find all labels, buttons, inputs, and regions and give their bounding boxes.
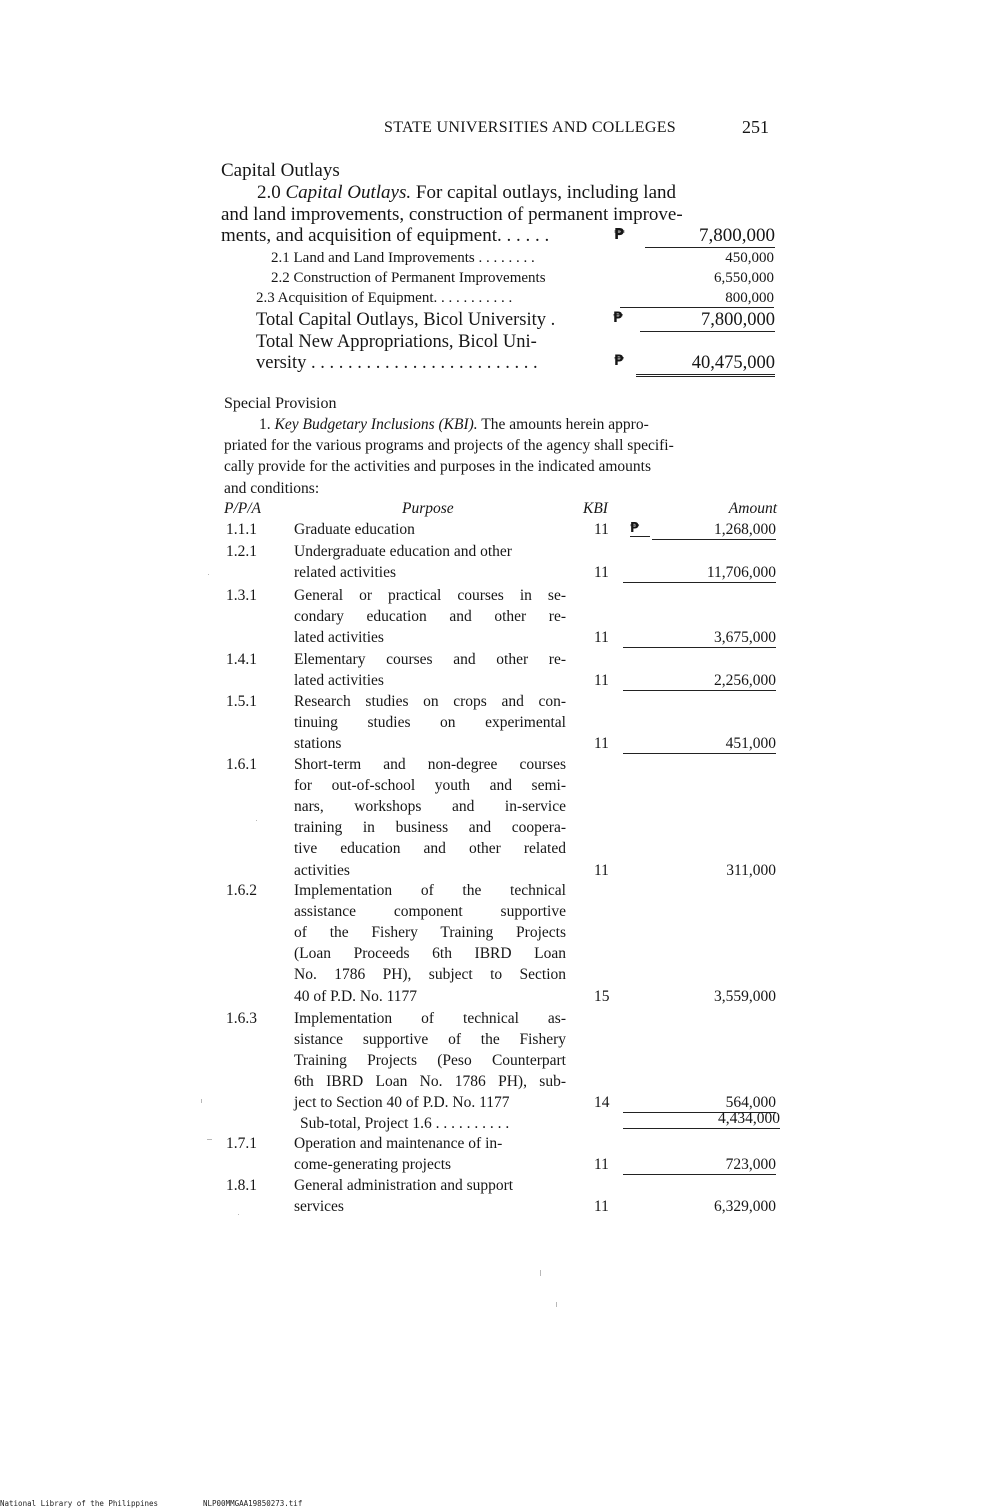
kbi-code: 11 [594, 1156, 609, 1174]
purpose-line: of the Fishery Training Projects [294, 924, 566, 942]
column-header-purpose: Purpose [402, 500, 454, 517]
amount-value: 451,000 [623, 735, 776, 754]
running-title: STATE UNIVERSITIES AND COLLEGES [384, 119, 677, 136]
column-header-ppa: P/P/A [224, 500, 262, 517]
purpose-line: 6th IBRD Loan No. 1786 PH), sub- [294, 1073, 566, 1091]
breakdown-label: 2.1 Land and Land Improvements . . . . . . . . [271, 250, 535, 266]
intro-rest: For capital outlays, including land [415, 182, 677, 203]
kbi-code: 11 [594, 521, 609, 538]
purpose-line: General administration and support [294, 1177, 514, 1194]
para-title: Key Budgetary Inclusions (KBI). [274, 416, 478, 433]
ppa-code: 1.4.1 [226, 651, 257, 668]
special-provision-para-line: cally provide for the activities and purposes in the indicated amounts [224, 458, 651, 475]
column-header-kbi: KBI [583, 500, 608, 517]
amount-value: 311,000 [726, 861, 776, 879]
purpose-line: services [294, 1198, 344, 1216]
total-capital-outlays-label: Total Capital Outlays, Bicol University . [256, 310, 556, 330]
capital-outlays-intro-line1 [257, 182, 676, 204]
breakdown-amount: 6,550,000 [714, 270, 774, 286]
ppa-code: 1.6.2 [226, 882, 257, 899]
column-header-amount: Amount [728, 500, 777, 517]
scan-speck [201, 1099, 202, 1103]
purpose-line: assistance component supportive [294, 903, 566, 921]
purpose-line: stations [294, 735, 342, 753]
amount-value: 11,706,000 [623, 564, 776, 583]
purpose-line: lated activities [294, 629, 384, 647]
total-new-appropriations-label: Total New Appropriations, Bicol Uni- [256, 332, 537, 352]
ppa-code: 1.1.1 [226, 521, 257, 538]
ppa-code: 1.5.1 [226, 693, 257, 710]
amount-value: 564,000 [623, 1094, 776, 1113]
page-number: 251 [742, 117, 769, 137]
scan-speck [208, 574, 209, 575]
purpose-line: No. 1786 PH), subject to Section [294, 966, 566, 984]
purpose-line: training in business and coopera- [294, 819, 566, 837]
ppa-code: 1.8.1 [226, 1177, 257, 1194]
capital-outlays-intro-line2: and land improvements, construction of permanent improve- [221, 204, 683, 225]
ppa-code: 1.3.1 [226, 587, 257, 604]
purpose-line: lated activities [294, 672, 384, 690]
ppa-code: 1.2.1 [226, 543, 257, 560]
breakdown-amount: 450,000 [725, 250, 774, 266]
kbi-code: 15 [594, 987, 610, 1005]
scan-speck [256, 820, 257, 821]
kbi-code: 11 [594, 564, 609, 582]
capital-outlays-amount: 7,800,000 [645, 225, 775, 248]
amount-value: 1,268,000 [652, 521, 776, 540]
purpose-line: tive education and other related [294, 840, 566, 858]
kbi-code: 11 [594, 861, 609, 879]
amount-value: 3,675,000 [623, 629, 776, 648]
ppa-code: 1.6.3 [226, 1010, 257, 1027]
subtotal-label: Sub-total, Project 1.6 . . . . . . . . . . [300, 1115, 510, 1132]
special-provision-heading: Special Provision [224, 395, 337, 412]
purpose-line: Implementation of the technical [294, 882, 566, 899]
item-title: Capital Outlays. [285, 182, 412, 203]
breakdown-amount: 800,000 [620, 290, 774, 308]
kbi-code: 11 [594, 735, 609, 753]
kbi-code: 11 [594, 1198, 609, 1216]
purpose-line: (Loan Proceeds 6th IBRD Loan [294, 945, 566, 963]
peso-sign: ₱ [630, 521, 650, 537]
purpose-line: General or practical courses in se- [294, 587, 566, 604]
total-capital-outlays-amount: 7,800,000 [640, 310, 775, 332]
purpose-line: sistance supportive of the Fishery [294, 1031, 566, 1049]
purpose-line: Elementary courses and other re- [294, 651, 566, 668]
amount-value: 2,256,000 [623, 672, 776, 691]
kbi-code: 14 [594, 1094, 610, 1112]
scan-speck [556, 1302, 557, 1307]
purpose-line: ject to Section 40 of P.D. No. 1177 [294, 1094, 510, 1112]
total-new-appropriations-amount: 40,475,000 [636, 353, 775, 377]
purpose-line: related activities [294, 564, 396, 582]
purpose-line: activities [294, 861, 350, 879]
library-credit: National Library of the Philippines [0, 1499, 159, 1508]
breakdown-label: 2.2 Construction of Permanent Improvements [271, 270, 546, 286]
breakdown-label: 2.3 Acquisition of Equipment. . . . . . . . . . . [256, 290, 513, 306]
scan-speck [207, 1139, 212, 1140]
kbi-code: 11 [594, 629, 609, 647]
purpose-line: Research studies on crops and con- [294, 693, 566, 710]
purpose-line: tinuing studies on experimental [294, 714, 566, 732]
purpose-line: 40 of P.D. No. 1177 [294, 987, 418, 1005]
item-number: 2.0 [257, 182, 281, 203]
purpose-line: for out-of-school youth and semi- [294, 777, 566, 795]
purpose-line: Operation and maintenance of in- [294, 1135, 503, 1152]
amount-value: 723,000 [623, 1156, 776, 1175]
purpose-line: Short-term and non-degree courses [294, 756, 566, 773]
para-number: 1. [259, 416, 271, 433]
scan-speck [238, 1214, 239, 1215]
special-provision-para-line1 [259, 416, 649, 434]
amount-value: 3,559,000 [714, 987, 776, 1005]
ppa-code: 1.7.1 [226, 1135, 257, 1152]
purpose-line: condary education and other re- [294, 608, 566, 626]
purpose-line: Undergraduate education and other [294, 543, 512, 560]
kbi-code: 11 [594, 672, 609, 690]
capital-outlays-intro-line3: ments, and acquisition of equipment. . . . . . [221, 225, 550, 246]
special-provision-para-line: priated for the various programs and projects of the agency shall specifi- [224, 437, 674, 454]
para-rest: The amounts herein appro- [481, 416, 649, 433]
ppa-code: 1.6.1 [226, 756, 257, 773]
purpose-line: Graduate education [294, 521, 415, 538]
purpose-line: Training Projects (Peso Counterpart [294, 1052, 566, 1070]
file-id: NLP00MMGAA19850273.tif [203, 1499, 303, 1508]
capital-outlays-heading: Capital Outlays [221, 160, 340, 181]
peso-sign: ₱ [613, 310, 623, 326]
special-provision-para-line: and conditions: [224, 480, 320, 497]
amount-value: 6,329,000 [714, 1198, 776, 1216]
scan-speck [540, 1270, 541, 1276]
purpose-line: Implementation of technical as- [294, 1010, 566, 1027]
purpose-line: come-generating projects [294, 1156, 452, 1174]
peso-sign: ₱ [614, 225, 625, 243]
total-new-appropriations-label-cont: versity . . . . . . . . . . . . . . . . . . . . . . . . . [256, 353, 538, 373]
purpose-line: nars, workshops and in-service [294, 798, 566, 816]
subtotal-amount: 4,434,000 [623, 1110, 780, 1129]
peso-sign: ₱ [614, 353, 624, 369]
